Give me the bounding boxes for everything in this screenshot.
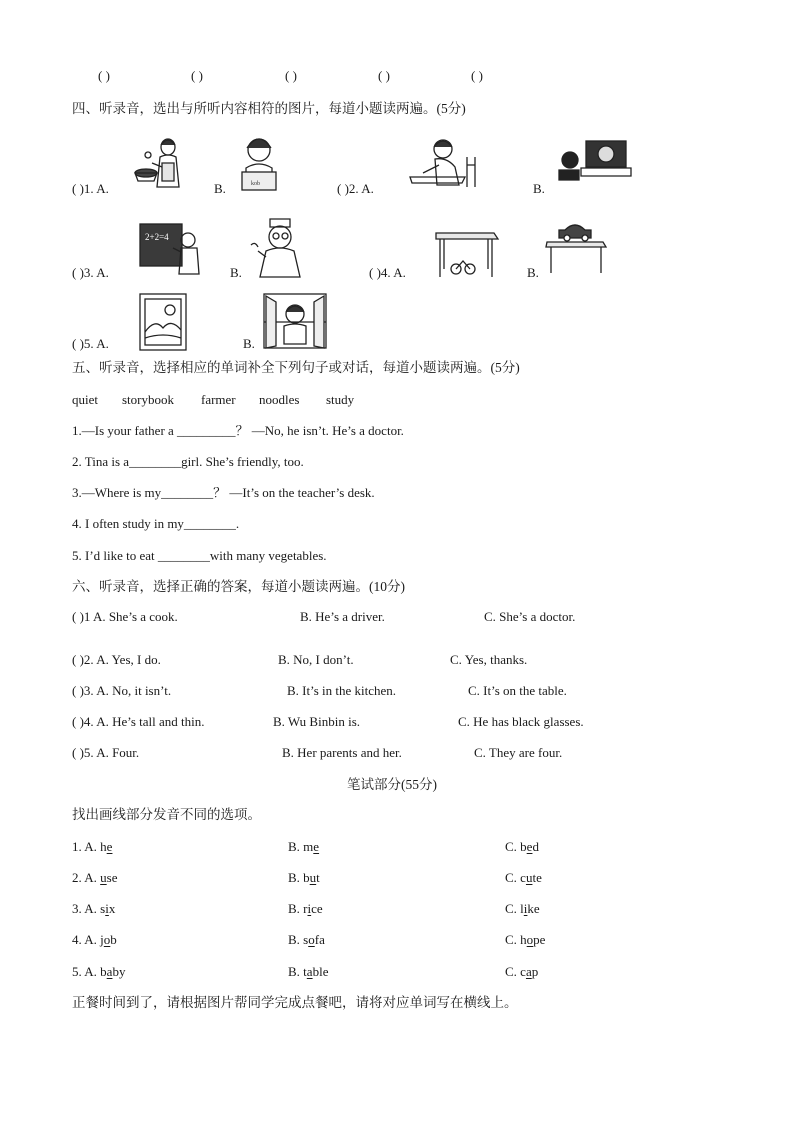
- fill-sentence-2[interactable]: 2. Tina is a________girl. She’s friendly, too.: [72, 454, 304, 469]
- question-6-3-c[interactable]: C. It’s on the table.: [468, 683, 567, 698]
- doctor-image: [248, 215, 313, 280]
- underlined-letter: u: [309, 870, 317, 885]
- fill-sentence-4[interactable]: 4. I often study in my________.: [72, 516, 240, 531]
- answer-bracket[interactable]: ( ): [378, 68, 390, 83]
- option-b[interactable]: B. but: [288, 870, 320, 885]
- ordering-instruction: 正餐时间到了，请根据图片帮同学完成点餐吧，请将对应单词写在横线上。: [72, 995, 518, 1010]
- question-4-2-b: B.: [533, 181, 545, 196]
- answer-bracket[interactable]: ( ): [191, 68, 203, 83]
- teacher-chalkboard-image: [138, 220, 203, 278]
- option-b[interactable]: B. rice: [288, 901, 323, 916]
- section-6-title: 六、听录音，选择正确的答案，每道小题读两遍。(10分): [72, 579, 405, 594]
- underlined-letter: a: [525, 964, 532, 979]
- underlined-letter: a: [306, 964, 313, 979]
- computer-girl-image: [234, 132, 284, 194]
- phonics-row-4: [72, 932, 117, 948]
- underlined-letter: u: [525, 870, 533, 885]
- option-c[interactable]: C. bed: [505, 839, 539, 854]
- question-6-1-a[interactable]: ( )1 A. She’s a cook.: [72, 609, 178, 624]
- option-a[interactable]: 4. A. job: [72, 932, 117, 947]
- question-4-4-b: B.: [527, 265, 539, 280]
- word-bank-item: noodles: [259, 392, 300, 407]
- chalkboard-text: 2+2=4: [145, 232, 169, 242]
- phonics-instruction: 找出画线部分发音不同的选项。: [72, 807, 261, 822]
- cook-girl-image: [132, 135, 187, 190]
- word-bank-item: farmer: [201, 392, 236, 407]
- phonics-row-5: [72, 964, 125, 980]
- question-4-5-b: B.: [243, 336, 255, 351]
- underlined-letter: i: [523, 901, 528, 916]
- underlined-letter: u: [100, 870, 107, 885]
- tv-boy-image: [556, 138, 634, 183]
- question-6-3-a[interactable]: ( )3. A. No, it isn’t.: [72, 683, 172, 698]
- underlined-letter: o: [308, 932, 315, 947]
- question-6-4-b[interactable]: B. Wu Binbin is.: [273, 714, 361, 729]
- question-4-3-prefix[interactable]: ( )3. A.: [72, 265, 109, 280]
- underlined-letter: e: [313, 839, 320, 854]
- question-6-2-a[interactable]: ( )2. A. Yes, I do.: [72, 652, 161, 667]
- option-a[interactable]: 5. A. baby: [72, 964, 126, 979]
- option-c[interactable]: C. cute: [505, 870, 542, 885]
- underlined-letter: i: [307, 901, 312, 916]
- option-c[interactable]: C. like: [505, 901, 540, 916]
- underlined-letter: e: [526, 839, 533, 854]
- phonics-row-2: [72, 870, 118, 886]
- word-bank-item: quiet: [72, 392, 98, 407]
- question-6-3-b[interactable]: B. It’s in the kitchen.: [287, 683, 397, 698]
- phonics-row-1: [72, 839, 112, 855]
- question-6-2-c[interactable]: C. Yes, thanks.: [450, 652, 528, 667]
- question-4-4-prefix[interactable]: ( )4. A.: [369, 265, 406, 280]
- question-4-3-b: B.: [230, 265, 242, 280]
- question-6-1-c[interactable]: C. She’s a doctor.: [484, 609, 576, 624]
- word-bank-item: study: [326, 392, 355, 407]
- fill-sentence-1[interactable]: 1.—Is your father a _________？ —No, he isn’t. He’s a doctor.: [72, 423, 404, 438]
- option-b[interactable]: B. table: [288, 964, 329, 979]
- word-bank-item: storybook: [122, 392, 174, 407]
- question-6-4-a[interactable]: ( )4. A. He’s tall and thin.: [72, 714, 205, 729]
- table-bike-image: [432, 225, 500, 280]
- answer-bracket[interactable]: ( ): [285, 68, 297, 83]
- option-b[interactable]: B. me: [288, 839, 320, 854]
- picture-frame-image: [138, 292, 188, 352]
- question-6-5-a[interactable]: ( )5. A. Four.: [72, 745, 140, 760]
- option-a[interactable]: 1. A. he: [72, 839, 113, 854]
- section-5-title: 五、听录音，选择相应的单词补全下列句子或对话，每道小题读两遍。(5分): [72, 360, 520, 375]
- written-part-title: 笔试部分(55分): [347, 777, 437, 792]
- fill-sentence-3[interactable]: 3.—Where is my________？ —It’s on the teacher’s desk.: [72, 485, 375, 500]
- option-a[interactable]: 2. A. use: [72, 870, 118, 885]
- question-6-4-c[interactable]: C. He has black glasses.: [458, 714, 584, 729]
- fill-sentence-5[interactable]: 5. I’d like to eat ________with many vegetables.: [72, 548, 327, 563]
- question-4-1-b: B.: [214, 181, 226, 196]
- question-4-5-prefix[interactable]: ( )5. A.: [72, 336, 109, 351]
- phonics-row-3: [72, 901, 115, 917]
- car-on-table-image: [545, 218, 607, 276]
- question-6-5-c[interactable]: C. They are four.: [474, 745, 563, 760]
- writing-boy-image: [405, 135, 480, 195]
- underlined-letter: o: [103, 932, 111, 947]
- svg-text:kob: kob: [251, 181, 260, 187]
- answer-bracket[interactable]: ( ): [98, 68, 110, 83]
- option-b[interactable]: B. sofa: [288, 932, 325, 947]
- boy-window-image: [260, 292, 330, 350]
- question-6-5-b[interactable]: B. Her parents and her.: [282, 745, 402, 760]
- section-4-title: 四、听录音，选出与所听内容相符的图片，每道小题读两遍。(5分): [72, 101, 466, 116]
- underlined-letter: i: [105, 901, 109, 916]
- option-c[interactable]: C. hope: [505, 932, 546, 947]
- underlined-letter: o: [526, 932, 534, 947]
- question-4-2-prefix[interactable]: ( )2. A.: [337, 181, 374, 196]
- question-6-2-b[interactable]: B. No, I don’t.: [278, 652, 354, 667]
- underlined-letter: e: [106, 839, 113, 854]
- underlined-letter: a: [106, 964, 113, 979]
- answer-bracket[interactable]: ( ): [471, 68, 483, 83]
- option-c[interactable]: C. cap: [505, 964, 539, 979]
- question-4-1-prefix[interactable]: ( )1. A.: [72, 181, 109, 196]
- option-a[interactable]: 3. A. six: [72, 901, 116, 916]
- question-6-1-b[interactable]: B. He’s a driver.: [300, 609, 385, 624]
